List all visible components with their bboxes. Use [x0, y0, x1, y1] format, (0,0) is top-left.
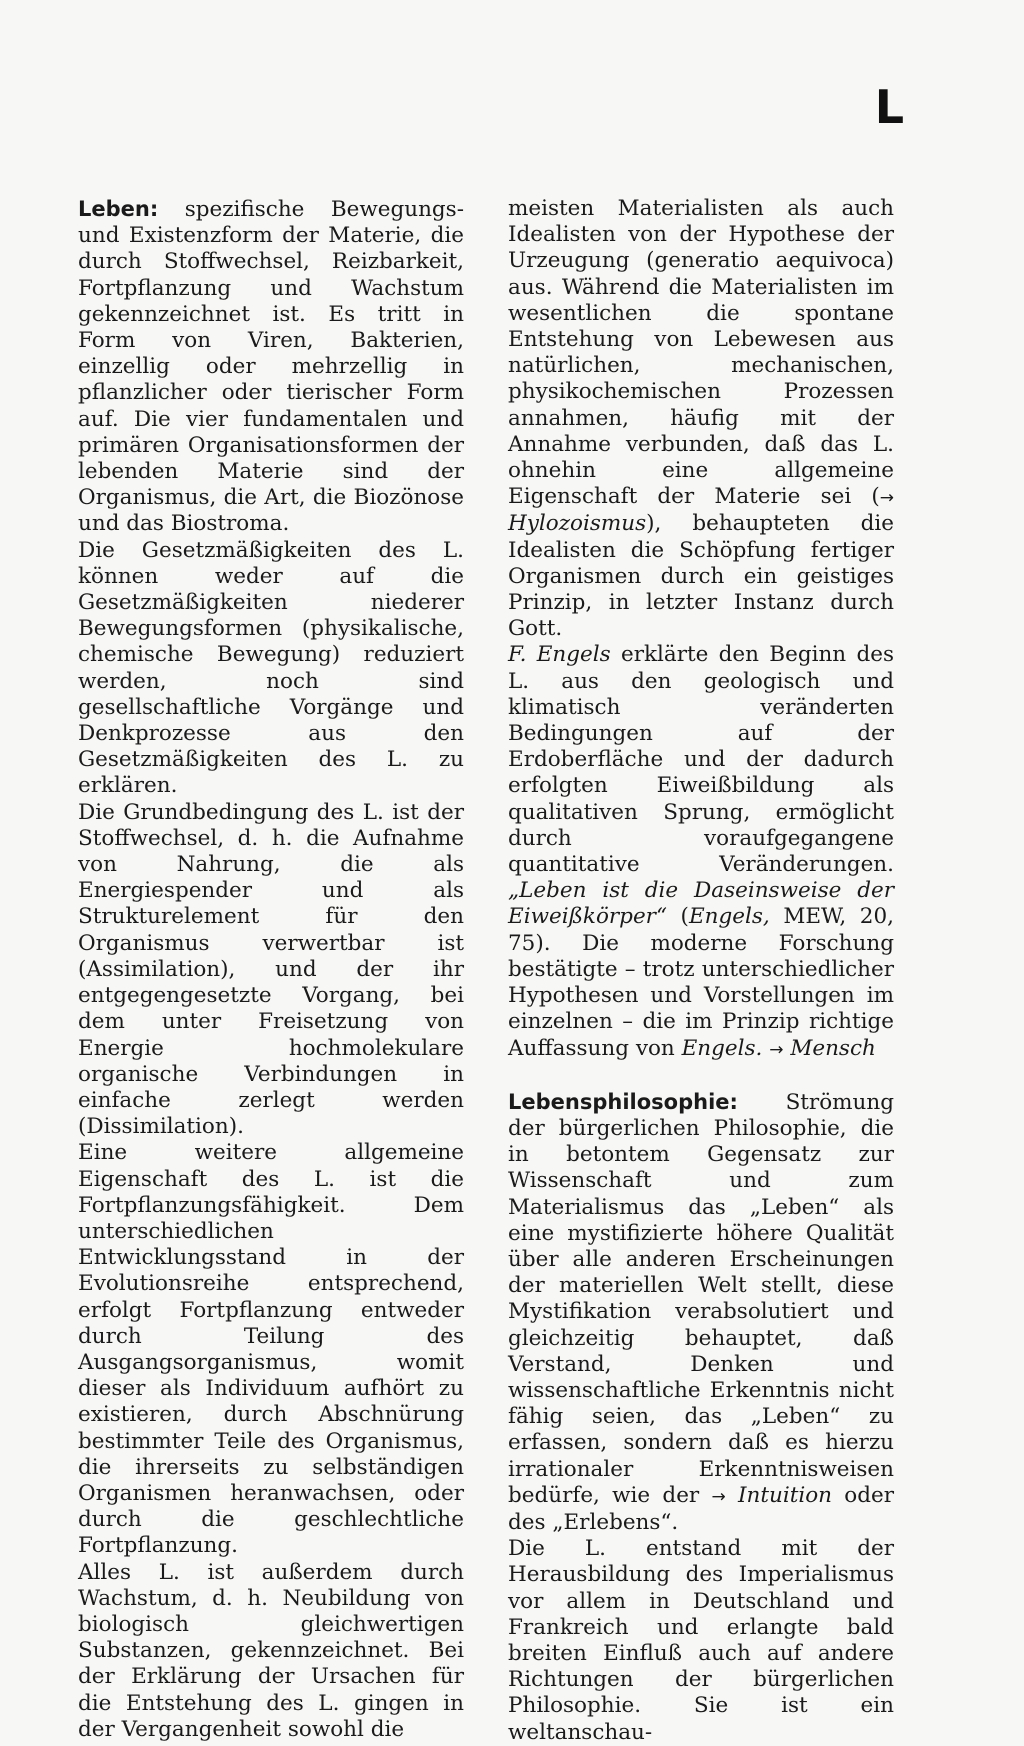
entry-term-lebensphilosophie: Lebensphilosophie — [508, 1089, 730, 1114]
left-column — [78, 196, 464, 1743]
cross-reference-hylozoismus[interactable]: Hylozoismus — [508, 511, 647, 537]
cross-reference-intuition[interactable]: Intuition — [738, 1482, 833, 1508]
leben-paragraph-2: Die Gesetzmäßigkeiten des L. können weder auf die Gesetzmäßigkeiten niederer Bewegungsformen (physikalische, chemische Bewegung) reduziert werden, noch sind gesellschaftliche Vorgänge und Denkprozesse aus den Gesetzmäßigkeiten des L. zu erklären. — [78, 537, 464, 799]
leben-paragraph-5-continued — [508, 196, 894, 642]
author-engels: F. Engels — [508, 642, 611, 668]
leben-p6-text-c: MEW, 20, 75). Die moderne Forschung bestätigte – trotz unterschiedlicher Hypothesen und Vorstellungen im einzelnen – die im Prinzip richtige Auffassung von — [508, 904, 894, 1061]
leben-p6-text-a: erklärte den Beginn des L. aus den geologisch und klimatisch veränderten Bedingungen auf der Erdoberfläche und der dadurch erfolgten Eiweißbildung als qualitativen Sprung, ermöglicht durch voraufgegangene quantitative Veränderungen. — [508, 642, 894, 878]
cross-reference-arrow-icon: → — [879, 488, 894, 509]
engels-quote: „Leben ist die Daseinsweise der Eiweißkörper“ — [508, 878, 894, 930]
leben-p5-cont-text-b: ), behaupteten die Idealisten die Schöpfung fertiger Organismen durch ein geistiges Prinzip, in letzter Instanz durch Gott. — [508, 511, 894, 642]
cross-reference-mensch[interactable]: Mensch — [790, 1035, 876, 1061]
leben-paragraph-3: Die Grundbedingung des L. ist der Stoffwechsel, d. h. die Aufnahme von Nahrung, die als Energiespender und als Strukturelement für den Organismus verwertbar ist (Assimilation), und der ihr entgegengesetzte Vorgang, bei dem unter Freisetzung von Energie hochmolekulare organische Verbindungen in einfache zerlegt werden (Dissimilation). — [78, 799, 464, 1140]
citation-engels-2: Engels. — [681, 1035, 763, 1061]
leben-paragraph-6 — [508, 642, 894, 1062]
section-letter: L — [874, 80, 904, 134]
leben-definition-text: spezifische Bewegungs- und Existenzform der Materie, die durch Stoffwechsel, Reizbarkeit, Fortpflanzung und Wachstum gekennzeichnet ist. Es tritt in Form von Viren, Bakterien, einzellig oder mehrzellig in pflanzlicher oder tierischer Form auf. Die vier fundamentalen und primären Organisationsformen der lebenden Materie sind der Organismus, die Art, die Biozönose und das Biostroma. — [78, 197, 464, 537]
entry-term-colon: : — [729, 1089, 738, 1114]
leben-p6-text-b: ( — [666, 904, 689, 930]
right-column — [508, 196, 894, 1746]
lebensphilosophie-paragraph-1 — [508, 1089, 894, 1536]
cross-reference-arrow-icon: → — [769, 1039, 784, 1060]
leben-paragraph-4: Eine weitere allgemeine Eigenschaft des L. ist die Fortpflanzungsfähigkeit. Dem unterschiedlichen Entwicklungsstand in der Evolutionsreihe entsprechend, erfolgt Fortpflanzung entweder durch Teilung des Ausgangsorganismus, womit dieser als Individuum aufhört zu existieren, durch Abschnürung bestimmter Teile des Organismus, die ihrerseits zu selbständigen Organismen heranwachsen, oder durch die geschlechtliche Fortpflanzung. — [78, 1140, 464, 1559]
entry-term-colon: : — [149, 197, 159, 221]
citation-engels: Engels, — [688, 904, 770, 930]
entry-term-leben: Leben — [78, 197, 150, 221]
lebensphilosophie-paragraph-2: Die L. entstand mit der Herausbildung des Imperialismus vor allem in Deutschland und Frankreich und erlangte bald breiten Einfluß auch auf andere Richtungen der bürgerlichen Philosophie. Sie ist ein weltanschau- — [508, 1536, 894, 1745]
lebensphilosophie-text-a: Strömung der bürgerlichen Philosophie, die in betontem Gegensatz zur Wissenschaft und zum Materialismus das „Leben“ als eine mystifizierte höhere Qualität über alle anderen Erscheinungen der materiellen Welt stellt, diese Mystifikation verabsolutiert und gleichzeitig behauptet, daß Verstand, Denken und wissenschaftliche Erkenntnis nicht fähig seien, das „Leben“ zu erfassen, sondern daß es hierzu irrationaler Erkenntnisweisen bedürfe, wie der — [508, 1089, 894, 1508]
lebensphilosophie-text-b: oder des „Erlebens“. — [508, 1482, 894, 1535]
cross-reference-arrow-icon: → — [711, 1486, 726, 1507]
leben-p5-cont-text-a: meisten Materialisten als auch Idealisten von der Hypothese der Urzeugung (generatio aequivoca) aus. Während die Materialisten im wesentlichen die spontane Entstehung von Lebewesen aus natürlichen, mechanischen, physikochemischen Prozessen annahmen, häufig mit der Annahme verbunden, daß das L. ohnehin eine allgemeine Eigenschaft der Materie sei ( — [508, 196, 894, 510]
leben-paragraph-1 — [78, 196, 464, 538]
leben-paragraph-5: Alles L. ist außerdem durch Wachstum, d. h. Neubildung von biologisch gleichwertigen Substanzen, gekennzeichnet. Bei der Erklärung der Ursachen für die Entstehung des L. gingen in der Vergangenheit sowohl die — [78, 1559, 464, 1742]
